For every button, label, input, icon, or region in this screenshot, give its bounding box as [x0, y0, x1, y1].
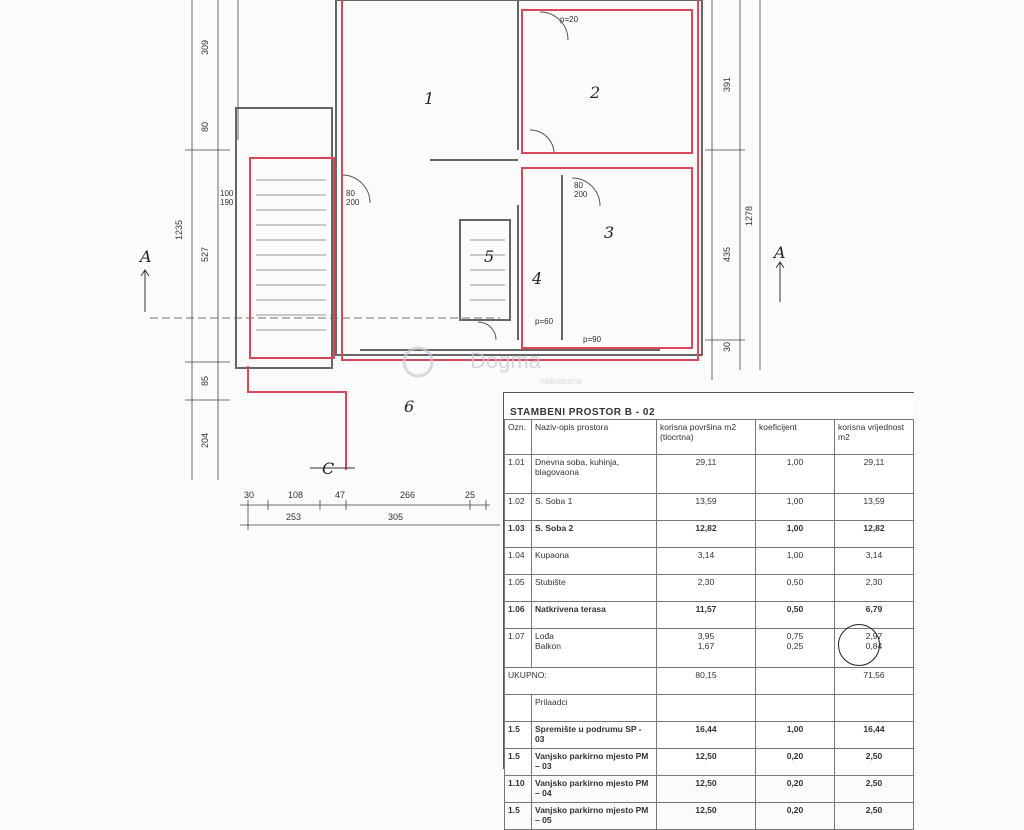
table-row: 1.5 Vanjsko parkirno mjesto PM – 03 12,50 0,20 2,50 — [505, 749, 914, 776]
dimension-label: 527 — [200, 246, 210, 262]
door-size: 80 — [346, 189, 355, 198]
door-note: p=90 — [583, 335, 602, 344]
room-label-6: 6 — [404, 397, 415, 416]
door-note: p=60 — [535, 317, 554, 326]
dimension-label: 1235 — [174, 219, 184, 240]
table-row: 1.04 Kupaona 3,14 1,00 3,14 — [505, 548, 914, 575]
table-row: 1.10 Vanjsko parkirno mjesto PM – 04 12,50 0,20 2,50 — [505, 776, 914, 803]
total-highlight-circle — [838, 624, 880, 666]
door-note: p=20 — [560, 15, 579, 24]
room-label-2: 2 — [590, 83, 601, 102]
header-cell: korisna površina m2 (tlocrtna) — [657, 420, 756, 455]
dimension-label: 391 — [722, 76, 732, 92]
header-cell: Ozn. — [505, 420, 532, 455]
area-table — [503, 392, 914, 826]
walls — [236, 0, 702, 368]
dimension-label: 25 — [465, 490, 476, 500]
total-row: UKUPNO: 80,15 71,56 — [505, 668, 914, 695]
dimension-label: 30 — [244, 490, 255, 500]
door-size: 200 — [346, 198, 360, 207]
dimension-label: 309 — [200, 39, 210, 55]
door-size: 190 — [220, 198, 234, 207]
dimension-label: 435 — [722, 246, 732, 262]
dimension-label: 204 — [200, 432, 210, 448]
section-marker-right: A — [774, 243, 786, 262]
dimension-label: 266 — [400, 490, 416, 500]
svg-text:nekretnine: nekretnine — [540, 376, 583, 386]
room-label-5: 5 — [484, 247, 495, 266]
dimension-label: 80 — [200, 121, 210, 132]
table-row: 1.02 S. Soba 1 13,59 1,00 13,59 — [505, 494, 914, 521]
table-row: 1.5 Spremište u podrumu SP - 03 16,44 1,00 16,44 — [505, 722, 914, 749]
dimension-label: 85 — [200, 375, 210, 386]
stairs — [256, 180, 505, 330]
extras-heading-row: Prilaadci — [505, 695, 914, 722]
door-size: 100 — [220, 189, 234, 198]
header-cell: Naziv-opis prostora — [532, 420, 657, 455]
svg-text:Dogma: Dogma — [470, 348, 541, 373]
room-label-3: 3 — [604, 223, 615, 242]
watermark — [404, 348, 582, 386]
section-marker-left: A — [140, 247, 152, 266]
door-size: 200 — [574, 190, 588, 199]
dimension-label: 108 — [288, 490, 304, 500]
table-title: STAMBENI PROSTOR B - 02 — [510, 407, 656, 418]
header-cell: korisna vrijednost m2 — [835, 420, 914, 455]
table-row: 1.05 Stubište 2,30 0,50 2,30 — [505, 575, 914, 602]
dimension-label: 305 — [388, 512, 404, 522]
total-value: 71,56 — [835, 668, 914, 695]
room-label-4: 4 — [532, 269, 543, 288]
dimension-label: 253 — [286, 512, 302, 522]
dimension-label: 1278 — [744, 205, 754, 226]
table-row: 1.07 Lođa Balkon 3,95 1,67 0,75 0,25 2,97 0,84 — [505, 629, 914, 668]
stair-marker: C — [322, 459, 335, 478]
table-row: 1.06 Natkrivena terasa 11,57 0,50 6,79 — [505, 602, 914, 629]
table-row: 1.5 Vanjsko parkirno mjesto PM – 05 12,50 0,20 2,50 — [505, 803, 914, 830]
door-size: 80 — [574, 181, 583, 190]
table-row: 1.03 S. Soba 2 12,82 1,00 12,82 — [505, 521, 914, 548]
dimension-label: 47 — [335, 490, 346, 500]
header-cell: koeficijent — [756, 420, 835, 455]
table-row: 1.01 Dnevna soba, kuhinja, blagovaona 29,11 1,00 29,11 — [505, 455, 914, 494]
dimension-label: 30 — [722, 341, 732, 352]
room-label-1: 1 — [424, 89, 435, 108]
